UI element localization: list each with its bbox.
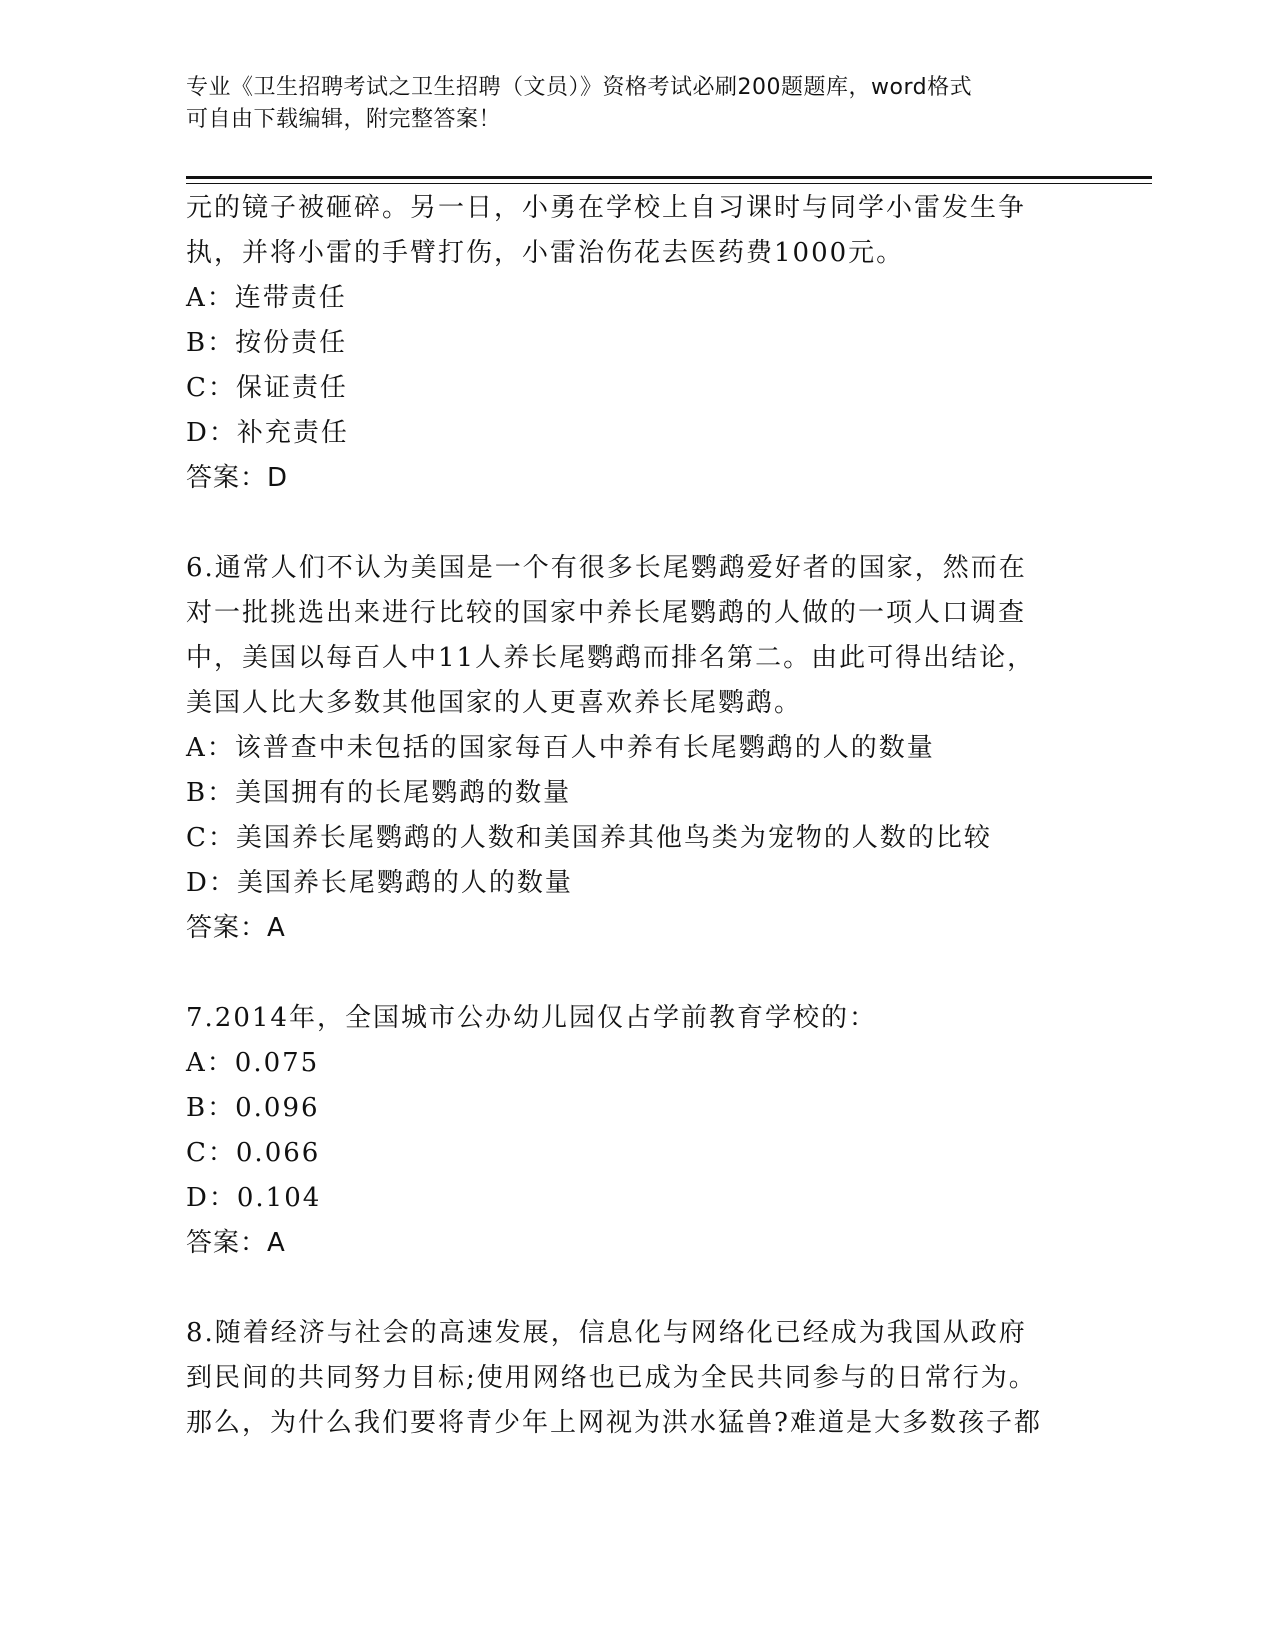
spacer (186, 501, 1086, 546)
answer-line: 答案：A (186, 1228, 286, 1258)
question-stem-line: 美国人比大多数其他国家的人更喜欢养长尾鹦鹉。 (186, 688, 803, 718)
document-header (186, 72, 1066, 136)
spacer (186, 951, 1086, 996)
option-a: A：该普查中未包括的国家每百人中养有长尾鹦鹉的人的数量 (186, 733, 935, 763)
question-stem-line: 元的镜子被砸碎。另一日，小勇在学校上自习课时与同学小雷发生争 (186, 193, 1027, 223)
option-d: D：美国养长尾鹦鹉的人的数量 (186, 868, 573, 898)
option-a: A：连带责任 (186, 283, 347, 313)
option-c: C：保证责任 (186, 373, 348, 403)
question-stem-line: 到民间的共同努力目标;使用网络也已成为全民共同参与的日常行为。 (186, 1363, 1037, 1393)
option-a: A：0.075 (186, 1048, 320, 1078)
header-rule-thin (186, 183, 1152, 184)
question-stem-line: 对一批挑选出来进行比较的国家中养长尾鹦鹉的人做的一项人口调查 (186, 598, 1027, 628)
header-rule-thick (186, 176, 1152, 179)
answer-line: 答案：D (186, 463, 289, 493)
spacer (186, 1266, 1086, 1311)
question-stem-line: 那么，为什么我们要将青少年上网视为洪水猛兽?难道是大多数孩子都 (186, 1408, 1042, 1438)
option-d: D：0.104 (186, 1183, 322, 1213)
option-c: C：美国养长尾鹦鹉的人数和美国养其他鸟类为宠物的人数的比较 (186, 823, 992, 853)
option-b: B：0.096 (186, 1093, 320, 1123)
option-d: D：补充责任 (186, 418, 349, 448)
question-stem-line: 8.随着经济与社会的高速发展，信息化与网络化已经成为我国从政府 (186, 1318, 1027, 1348)
question-8 (186, 1311, 1086, 1446)
question-5 (186, 186, 1086, 501)
question-6 (186, 546, 1086, 951)
question-stem-line: 执，并将小雷的手臂打伤，小雷治伤花去医药费1000元。 (186, 238, 905, 268)
document-body (186, 186, 1086, 1446)
option-b: B：按份责任 (186, 328, 348, 358)
question-7 (186, 996, 1086, 1266)
question-stem-line: 中，美国以每百人中11人养长尾鹦鹉而排名第二。由此可得出结论， (186, 643, 1036, 673)
question-stem-line: 7.2014年，全国城市公办幼儿园仅占学前教育学校的： (186, 1003, 877, 1033)
header-line-1: 专业《卫生招聘考试之卫生招聘（文员）》资格考试必刷200题题库，word格式 (186, 75, 973, 100)
answer-line: 答案：A (186, 913, 286, 943)
option-b: B：美国拥有的长尾鹦鹉的数量 (186, 778, 572, 808)
option-c: C：0.066 (186, 1138, 321, 1168)
header-line-2: 可自由下载编辑，附完整答案！ (186, 107, 502, 132)
question-stem-line: 6.通常人们不认为美国是一个有很多长尾鹦鹉爱好者的国家，然而在 (186, 553, 1027, 583)
